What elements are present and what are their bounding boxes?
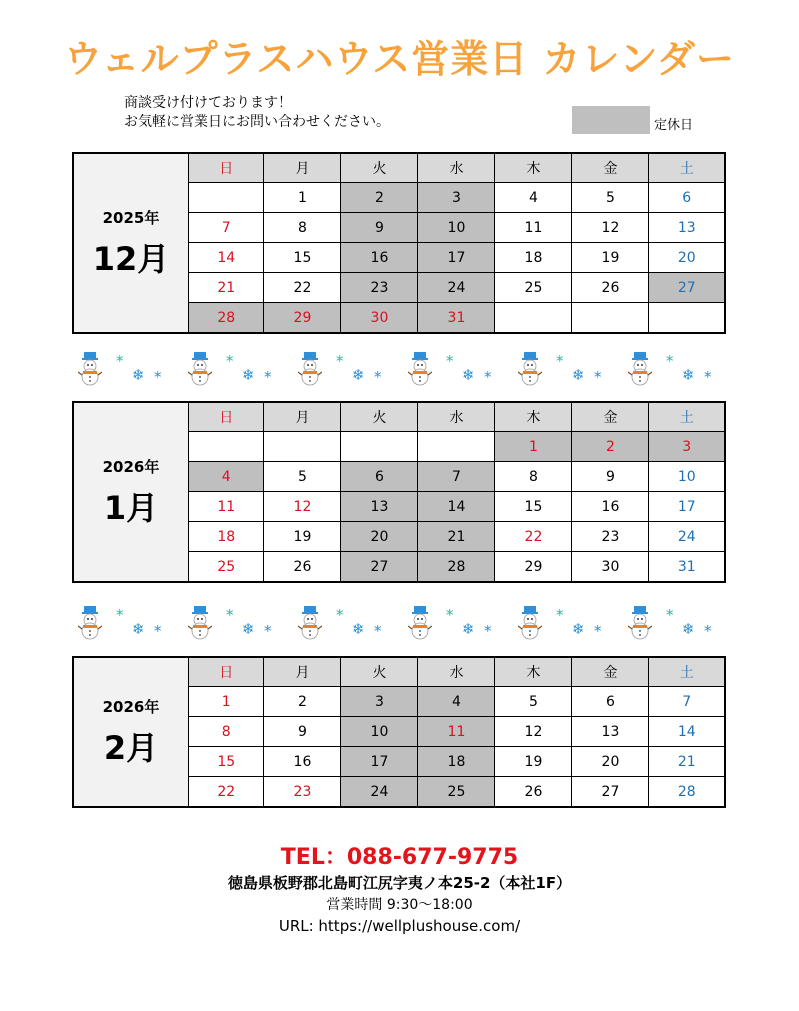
weekday-header: 木 — [495, 658, 572, 687]
day-cell: 19 — [264, 522, 341, 552]
day-cell: 29 — [264, 303, 341, 333]
snowflake-icon: ❄ — [352, 366, 365, 384]
day-cell: 30 — [341, 303, 418, 333]
day-cell: 29 — [495, 552, 572, 582]
day-cell: 11 — [495, 213, 572, 243]
snowflake-icon: ❄ — [682, 366, 695, 384]
snowflake-icon: ❄ — [132, 620, 145, 638]
week-row — [189, 213, 724, 243]
snowflake-icon: * — [264, 622, 272, 640]
decoration-unit — [182, 350, 292, 390]
month-name: 1月 — [103, 488, 159, 527]
decoration-unit — [292, 350, 402, 390]
day-cell: 24 — [341, 777, 418, 807]
day-cell: 15 — [189, 747, 264, 777]
day-cell: 9 — [264, 717, 341, 747]
day-cell: 10 — [649, 462, 724, 492]
day-cell: 16 — [341, 243, 418, 273]
weekday-header: 土 — [649, 154, 724, 183]
snowman-icon — [518, 606, 542, 640]
snowflake-icon: * — [446, 352, 454, 370]
decoration-unit — [512, 604, 622, 644]
day-cell: 15 — [264, 243, 341, 273]
empty-cell — [572, 303, 649, 333]
day-cell: 7 — [189, 213, 264, 243]
month-name: 12月 — [92, 239, 170, 278]
snowflake-icon: * — [666, 352, 674, 370]
day-cell: 10 — [341, 717, 418, 747]
snowflake-icon: * — [336, 352, 344, 370]
snowman-icon — [298, 606, 322, 640]
snowflake-icon: * — [154, 368, 162, 386]
snowflake-icon: ❄ — [572, 366, 585, 384]
weekday-header: 土 — [649, 658, 724, 687]
day-cell: 8 — [189, 717, 264, 747]
day-cell: 19 — [572, 243, 649, 273]
weekday-header: 火 — [341, 658, 418, 687]
snowflake-icon: * — [704, 368, 712, 386]
day-cell: 5 — [264, 462, 341, 492]
snowflake-icon: ❄ — [572, 620, 585, 638]
closed-legend-swatch — [572, 106, 650, 134]
month-label — [74, 154, 189, 332]
day-cell: 17 — [649, 492, 724, 522]
month-name: 2月 — [103, 728, 159, 767]
day-cell: 16 — [264, 747, 341, 777]
business-hours: 営業時間 9:30～18:00 — [326, 897, 473, 913]
day-cell: 24 — [649, 522, 724, 552]
day-cell: 17 — [341, 747, 418, 777]
snowman-icon — [628, 352, 652, 386]
snowflake-icon: * — [666, 606, 674, 624]
weekday-header: 月 — [264, 658, 341, 687]
phone-number: TEL：088-677-9775 — [280, 845, 519, 870]
weekday-header: 土 — [649, 403, 724, 432]
notice-text — [124, 94, 390, 132]
day-cell: 28 — [649, 777, 724, 807]
snowflake-icon: * — [374, 368, 382, 386]
notice-line-2: お気軽に営業日にお問い合わせください。 — [124, 114, 390, 130]
day-cell: 28 — [189, 303, 264, 333]
calendar-january-2026 — [72, 401, 726, 583]
day-cell: 23 — [572, 522, 649, 552]
day-cell: 5 — [495, 687, 572, 717]
day-cell: 22 — [264, 273, 341, 303]
snowflake-icon: ❄ — [462, 366, 475, 384]
website-url: URL: https://wellplushouse.com/ — [278, 917, 521, 935]
day-cell: 25 — [495, 273, 572, 303]
week-row — [189, 717, 724, 747]
snowman-icon — [298, 352, 322, 386]
day-cell: 22 — [495, 522, 572, 552]
snowflake-icon: ❄ — [462, 620, 475, 638]
snowflake-icon: * — [556, 606, 564, 624]
day-cell: 26 — [264, 552, 341, 582]
day-cell: 1 — [264, 183, 341, 213]
day-cell: 8 — [264, 213, 341, 243]
year-label: 2026年 — [102, 697, 160, 716]
notice-line-1: 商談受け付けております！ — [124, 95, 292, 111]
day-cell: 10 — [418, 213, 495, 243]
year-label: 2026年 — [102, 457, 160, 476]
weekday-header: 金 — [572, 154, 649, 183]
day-cell: 15 — [495, 492, 572, 522]
day-cell: 26 — [495, 777, 572, 807]
snowflake-icon: ❄ — [242, 366, 255, 384]
weekday-header: 金 — [572, 658, 649, 687]
day-cell: 27 — [341, 552, 418, 582]
day-cell: 17 — [418, 243, 495, 273]
day-cell: 20 — [341, 522, 418, 552]
year-label: 2025年 — [102, 208, 160, 227]
snowflake-icon: * — [594, 622, 602, 640]
empty-cell — [495, 303, 572, 333]
day-cell: 1 — [189, 687, 264, 717]
week-row — [189, 777, 724, 807]
decoration-unit — [402, 604, 512, 644]
day-cell: 3 — [649, 432, 724, 462]
day-cell: 2 — [264, 687, 341, 717]
day-cell: 31 — [418, 303, 495, 333]
day-cell: 3 — [341, 687, 418, 717]
snowflake-icon: * — [484, 622, 492, 640]
snowflake-icon: * — [116, 352, 124, 370]
day-cell: 24 — [418, 273, 495, 303]
snowman-icon — [188, 606, 212, 640]
decoration-unit — [182, 604, 292, 644]
day-cell: 21 — [418, 522, 495, 552]
empty-cell — [418, 432, 495, 462]
week-row — [189, 747, 724, 777]
snowman-icon — [78, 606, 102, 640]
day-cell: 23 — [341, 273, 418, 303]
week-row — [189, 552, 724, 582]
weekday-header: 木 — [495, 154, 572, 183]
day-cell: 27 — [649, 273, 724, 303]
snowflake-icon: * — [594, 368, 602, 386]
day-cell: 25 — [189, 552, 264, 582]
day-cell: 3 — [418, 183, 495, 213]
day-cell: 4 — [495, 183, 572, 213]
weekday-header: 水 — [418, 658, 495, 687]
day-cell: 16 — [572, 492, 649, 522]
day-cell: 20 — [572, 747, 649, 777]
week-row — [189, 273, 724, 303]
day-cell: 9 — [572, 462, 649, 492]
day-cell: 4 — [189, 462, 264, 492]
calendar-grid — [189, 154, 724, 332]
day-cell: 11 — [418, 717, 495, 747]
weekday-header: 木 — [495, 403, 572, 432]
snowflake-icon: ❄ — [682, 620, 695, 638]
calendar-grid — [189, 403, 724, 581]
day-cell: 26 — [572, 273, 649, 303]
day-cell: 9 — [341, 213, 418, 243]
day-cell: 2 — [341, 183, 418, 213]
day-cell: 5 — [572, 183, 649, 213]
weekday-header: 水 — [418, 403, 495, 432]
day-cell: 14 — [649, 717, 724, 747]
day-cell: 23 — [264, 777, 341, 807]
weekday-header: 日 — [189, 658, 264, 687]
day-cell: 21 — [649, 747, 724, 777]
week-row — [189, 303, 724, 333]
week-row — [189, 183, 724, 213]
day-cell: 7 — [649, 687, 724, 717]
weekday-header: 日 — [189, 403, 264, 432]
decoration-unit — [72, 350, 182, 390]
day-cell: 12 — [572, 213, 649, 243]
snowflake-icon: * — [226, 606, 234, 624]
snowman-icon — [408, 606, 432, 640]
week-row — [189, 522, 724, 552]
day-cell: 22 — [189, 777, 264, 807]
day-cell: 8 — [495, 462, 572, 492]
page-title: ウェルプラスハウス営業日 カレンダー — [64, 37, 735, 81]
day-cell: 19 — [495, 747, 572, 777]
day-cell: 6 — [572, 687, 649, 717]
snowflake-icon: * — [264, 368, 272, 386]
empty-cell — [264, 432, 341, 462]
month-label — [74, 403, 189, 581]
snowflake-icon: * — [446, 606, 454, 624]
address: 徳島県板野郡北島町江尻字夷ノ本25-2（本社1F） — [227, 874, 572, 892]
day-cell: 2 — [572, 432, 649, 462]
snowman-icon — [628, 606, 652, 640]
calendar-grid — [189, 658, 724, 806]
snowman-icon — [78, 352, 102, 386]
day-cell: 13 — [341, 492, 418, 522]
calendar-december-2025 — [72, 152, 726, 334]
day-cell: 14 — [189, 243, 264, 273]
day-cell: 13 — [572, 717, 649, 747]
week-row — [189, 492, 724, 522]
day-cell: 11 — [189, 492, 264, 522]
day-cell: 31 — [649, 552, 724, 582]
snowman-icon — [518, 352, 542, 386]
snowflake-icon: * — [226, 352, 234, 370]
decoration-unit — [402, 350, 512, 390]
calendar-february-2026 — [72, 656, 726, 808]
day-cell: 28 — [418, 552, 495, 582]
weekday-header: 水 — [418, 154, 495, 183]
day-cell: 7 — [418, 462, 495, 492]
day-cell: 12 — [264, 492, 341, 522]
day-cell: 21 — [189, 273, 264, 303]
decoration-unit — [622, 604, 732, 644]
snowman-icon — [188, 352, 212, 386]
snowman-icon — [408, 352, 432, 386]
day-cell: 6 — [341, 462, 418, 492]
day-cell: 18 — [418, 747, 495, 777]
weekday-header: 金 — [572, 403, 649, 432]
snowflake-icon: * — [116, 606, 124, 624]
snowflake-icon: * — [484, 368, 492, 386]
month-label — [74, 658, 189, 806]
weekday-header: 火 — [341, 154, 418, 183]
day-cell: 27 — [572, 777, 649, 807]
weekday-header: 月 — [264, 154, 341, 183]
week-row — [189, 687, 724, 717]
week-row — [189, 243, 724, 273]
empty-cell — [189, 183, 264, 213]
decoration-unit — [292, 604, 402, 644]
snowflake-icon: ❄ — [242, 620, 255, 638]
snowflake-icon: ❄ — [132, 366, 145, 384]
day-cell: 20 — [649, 243, 724, 273]
empty-cell — [341, 432, 418, 462]
snowman-decoration — [72, 604, 726, 644]
day-cell: 6 — [649, 183, 724, 213]
snowman-decoration — [72, 350, 726, 390]
closed-legend-label: 定休日 — [654, 118, 694, 133]
day-cell: 4 — [418, 687, 495, 717]
empty-cell — [189, 432, 264, 462]
day-cell: 18 — [495, 243, 572, 273]
decoration-unit — [622, 350, 732, 390]
day-cell: 18 — [189, 522, 264, 552]
weekday-header: 火 — [341, 403, 418, 432]
day-cell: 13 — [649, 213, 724, 243]
day-cell: 25 — [418, 777, 495, 807]
snowflake-icon: * — [336, 606, 344, 624]
weekday-header: 月 — [264, 403, 341, 432]
snowflake-icon: * — [374, 622, 382, 640]
snowflake-icon: * — [704, 622, 712, 640]
decoration-unit — [72, 604, 182, 644]
week-row — [189, 462, 724, 492]
snowflake-icon: * — [556, 352, 564, 370]
snowflake-icon: * — [154, 622, 162, 640]
week-row — [189, 432, 724, 462]
day-cell: 14 — [418, 492, 495, 522]
weekday-header: 日 — [189, 154, 264, 183]
empty-cell — [649, 303, 724, 333]
day-cell: 12 — [495, 717, 572, 747]
snowflake-icon: ❄ — [352, 620, 365, 638]
day-cell: 30 — [572, 552, 649, 582]
decoration-unit — [512, 350, 622, 390]
day-cell: 1 — [495, 432, 572, 462]
